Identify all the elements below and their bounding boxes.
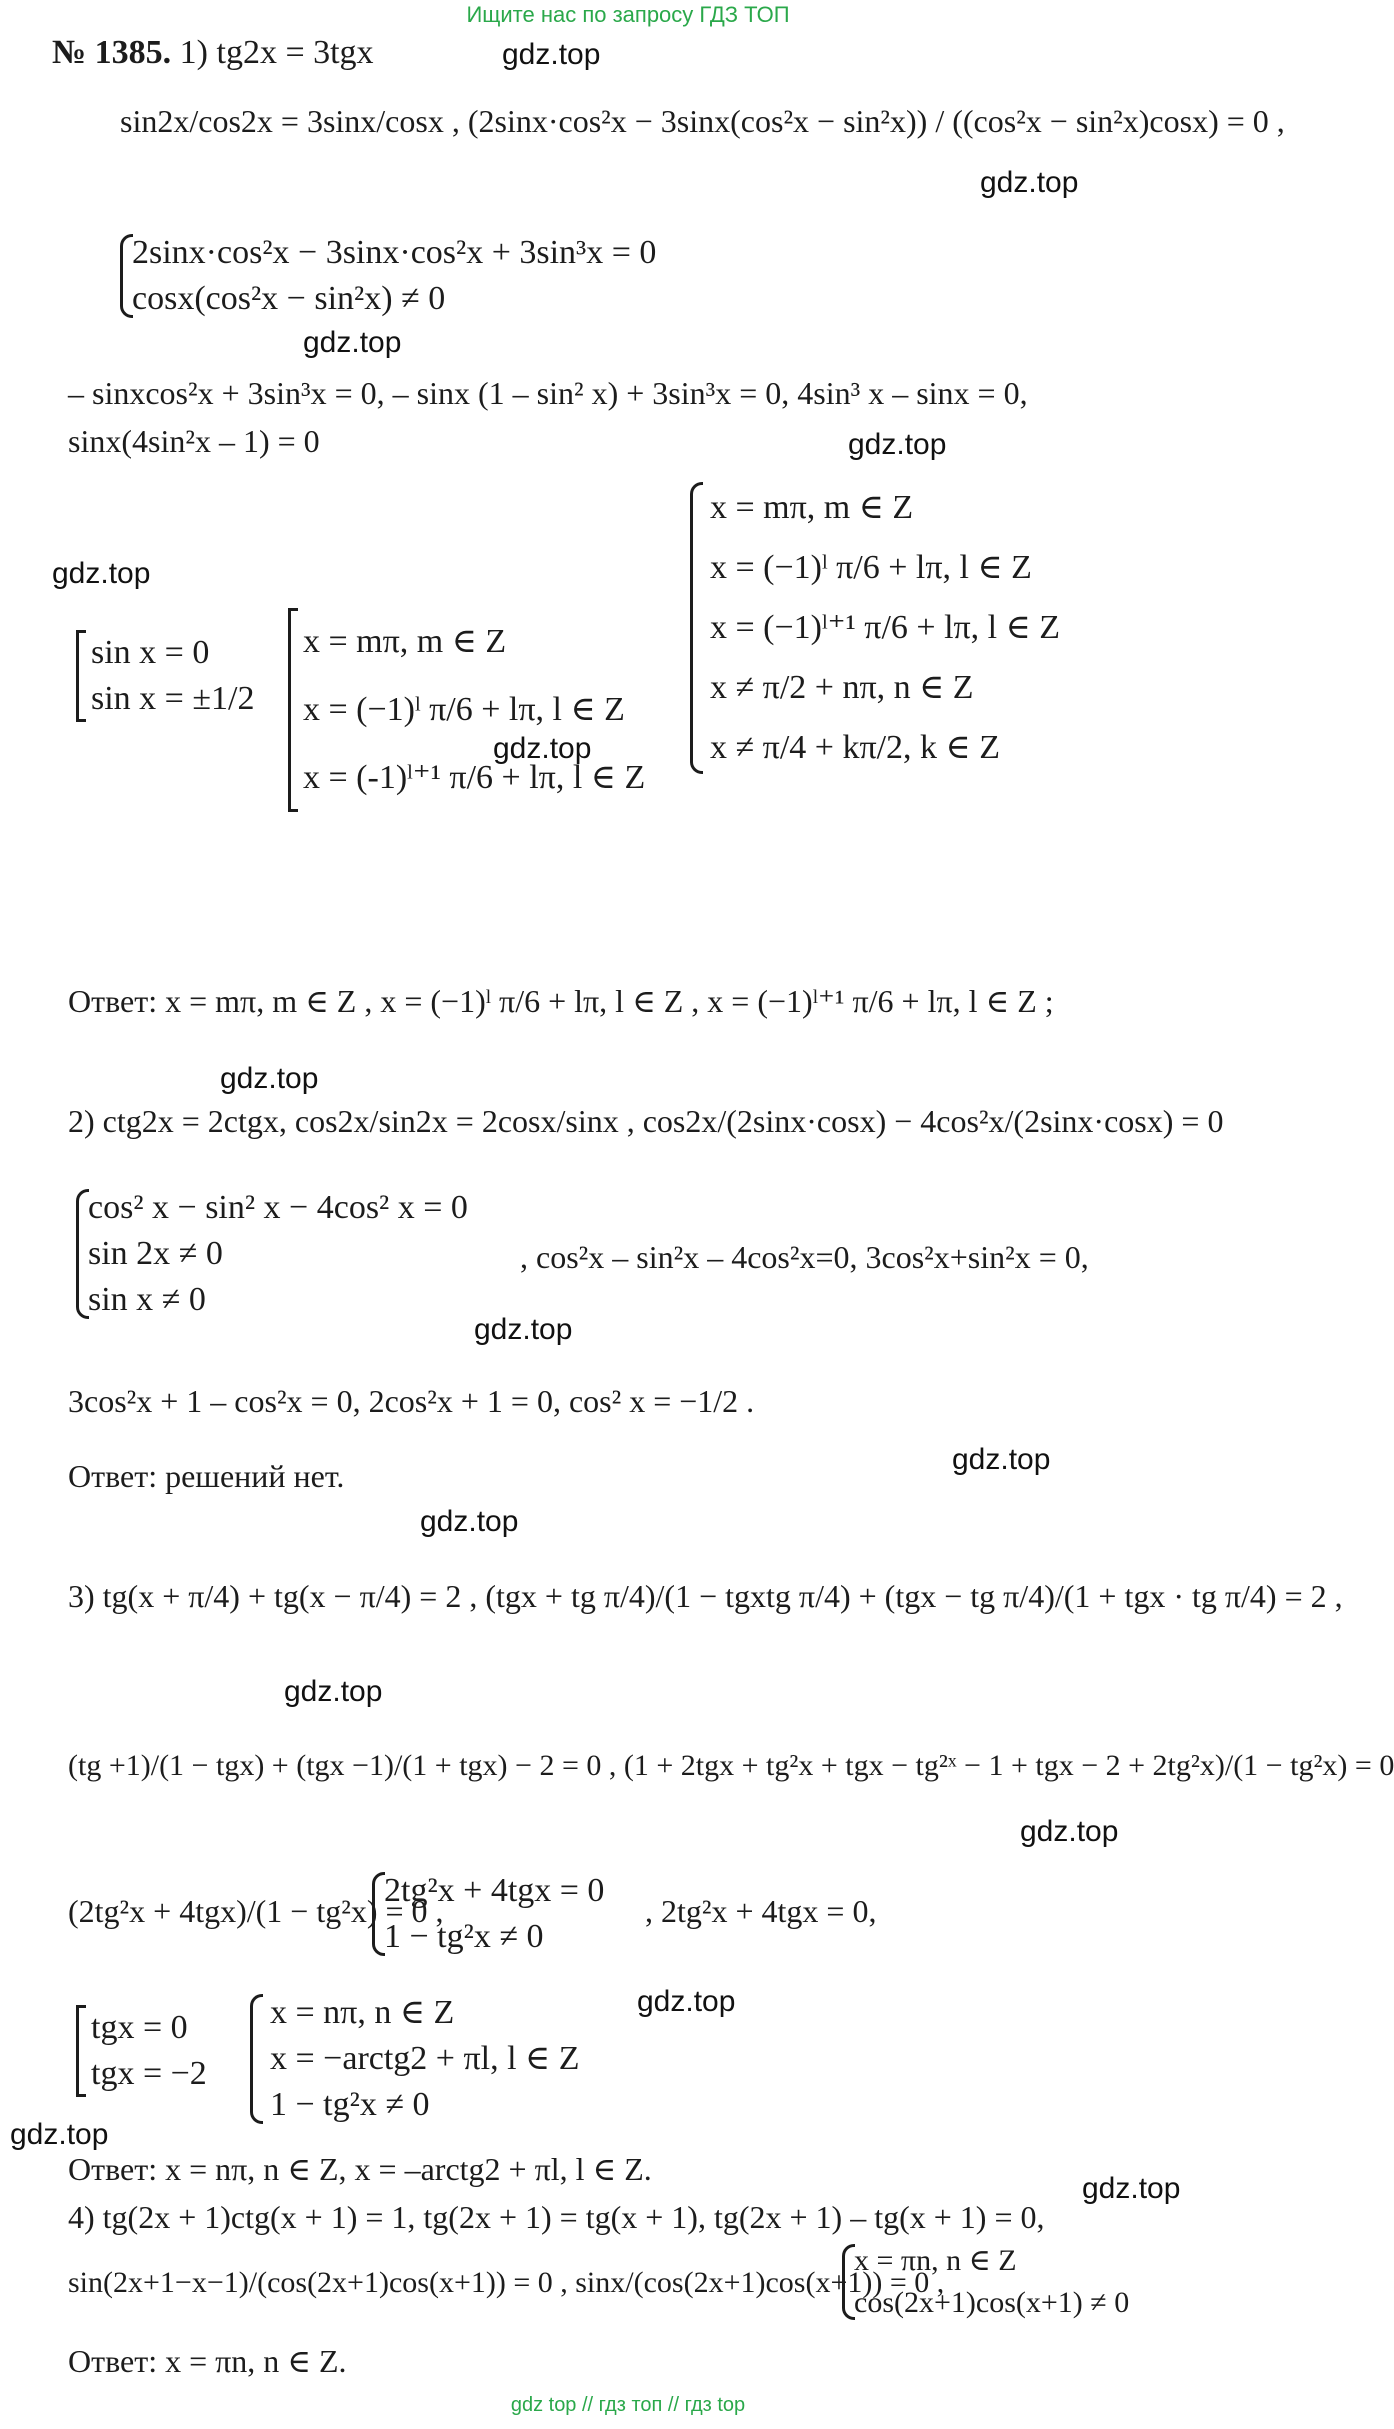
watermark-text: gdz.top — [637, 1985, 736, 2018]
p2-system-row: sin x ≠ 0 — [88, 1281, 206, 1318]
p3-solution: 1 − tg²x ≠ 0 — [270, 2086, 430, 2123]
p2-equation-line: 2) ctg2x = 2ctgx, cos2x/sin2x = 2cosx/sinx , cos2x/(2sinx·cosx) − 4cos²x/(2sinx·cosx) = 0 — [68, 1103, 1224, 1139]
p3-fraction-line: (2tg²x + 4tgx)/(1 − tg²x) = 0 , — [68, 1893, 444, 1929]
p1-cases — [76, 630, 254, 722]
footer-links: gdz top // гдз топ // гдз top — [510, 2394, 746, 2416]
watermark-text: gdz.top — [52, 557, 151, 590]
p4-answer: Ответ: x = πn, n ∈ Z. — [68, 2343, 347, 2379]
watermark-text: gdz.top — [502, 38, 601, 71]
watermark-text: gdz.top — [848, 428, 947, 461]
p4-system — [842, 2240, 1129, 2324]
p1-factored-line: sinx(4sin²x – 1) = 0 — [68, 423, 320, 459]
p1-system-1 — [120, 230, 656, 322]
p1-case: sin x = 0 — [91, 634, 210, 671]
p3-solutions — [250, 1990, 579, 2128]
p3-case: tgx = −2 — [91, 2055, 207, 2092]
watermark-text: gdz.top — [952, 1443, 1051, 1476]
p1-solution: x = (−1)ˡ π/6 + lπ, l ∈ Z — [303, 691, 625, 728]
watermark-text: gdz.top — [303, 326, 402, 359]
watermark-text: gdz.top — [220, 1062, 319, 1095]
p1-combined-row: x ≠ π/2 + nπ, n ∈ Z — [710, 669, 974, 706]
p1-system-row: 2sinx·cos²x − 3sinx·cos²x + 3sin³x = 0 — [132, 234, 657, 271]
p1-combined-system — [690, 478, 1060, 778]
problem-number: № 1385. — [52, 34, 172, 71]
watermark-text: gdz.top — [420, 1505, 519, 1538]
p4-system-row: x = πn, n ∈ Z — [854, 2244, 1017, 2277]
watermark-text: gdz.top — [493, 732, 592, 765]
p3-system-row: 1 − tg²x ≠ 0 — [384, 1918, 544, 1955]
watermark-text: gdz.top — [1082, 2172, 1181, 2205]
p3-case: tgx = 0 — [91, 2009, 188, 2046]
p1-solution: x = (-1)ˡ⁺¹ π/6 + lπ, l ∈ Z — [303, 759, 646, 796]
p2-system-row: cos² x − sin² x − 4cos² x = 0 — [88, 1189, 468, 1226]
p2-system-tail: , cos²x – sin²x – 4cos²x=0, 3cos²x+sin²x = 0, — [520, 1239, 1089, 1275]
p1-answer: Ответ: x = mπ, m ∈ Z , x = (−1)ˡ π/6 + lπ, l ∈ Z , x = (−1)ˡ⁺¹ π/6 + lπ, l ∈ Z ; — [68, 983, 1054, 1019]
problem-heading — [52, 32, 374, 74]
p3-system-row: 2tg²x + 4tgx = 0 — [384, 1872, 605, 1909]
p3-solution: x = −arctg2 + πl, l ∈ Z — [270, 2040, 580, 2077]
watermark-text: gdz.top — [1020, 1815, 1119, 1848]
watermark-text: gdz.top — [10, 2118, 109, 2151]
p2-system — [76, 1185, 468, 1323]
p1-derivation-line: – sinxcos²x + 3sin³x = 0, – sinx (1 – sin² x) + 3sin³x = 0, 4sin³ x – sinx = 0, — [68, 375, 1028, 411]
p1-combined-row: x ≠ π/4 + kπ/2, k ∈ Z — [710, 729, 1000, 766]
p4-system-row: cos(2x+1)cos(x+1) ≠ 0 — [854, 2286, 1130, 2319]
p1-solution: x = mπ, m ∈ Z — [303, 623, 507, 660]
p1-combined-row: x = (−1)ˡ⁺¹ π/6 + lπ, l ∈ Z — [710, 609, 1061, 646]
p3-cases — [76, 2005, 207, 2097]
p2-answer: Ответ: решений нет. — [68, 1458, 345, 1494]
top-banner: Ищите нас по запросу ГДЗ ТОП — [466, 2, 790, 27]
watermark-text: gdz.top — [474, 1313, 573, 1346]
p1-combined-row: x = (−1)ˡ π/6 + lπ, l ∈ Z — [710, 549, 1032, 586]
p1-equation-line: sin2x/cos2x = 3sinx/cosx , (2sinx·cos²x − 3sinx(cos²x − sin²x)) / ((cos²x − sin²x)cosx) = 0 , — [120, 103, 1285, 139]
p1-solutions — [288, 608, 645, 812]
watermark-text: gdz.top — [980, 166, 1079, 199]
p3-equation-line: 3) tg(x + π/4) + tg(x − π/4) = 2 , (tgx + tg π/4)/(1 − tgxtg π/4) + (tgx − tg π/4)/(1 + tgx · tg π/4) = 2 , — [68, 1578, 1343, 1614]
p1-system-row: cosx(cos²x − sin²x) ≠ 0 — [132, 280, 446, 317]
p3-system — [372, 1868, 604, 1960]
p3-answer: Ответ: x = nπ, n ∈ Z, x = –arctg2 + πl, l ∈ Z. — [68, 2151, 652, 2187]
watermark-text: gdz.top — [284, 1675, 383, 1708]
p1-case: sin x = ±1/2 — [91, 680, 255, 717]
p3-system-tail: , 2tg²x + 4tgx = 0, — [645, 1893, 877, 1929]
p3-derivation-line: (tg +1)/(1 − tgx) + (tgx −1)/(1 + tgx) − 2 = 0 , (1 + 2tgx + tg²x + tgx − tg²ˣ − 1 + tgx − 2 + 2tg²x)/(1 − tg²x) = 0 — [68, 1749, 1394, 1782]
p1-title: 1) tg2x = 3tgx — [179, 34, 374, 71]
p3-solution: x = nπ, n ∈ Z — [270, 1994, 455, 2031]
p4-fraction-line: sin(2x+1−x−1)/(cos(2x+1)cos(x+1)) = 0 , sinx/(cos(2x+1)cos(x+1)) = 0 , — [68, 2266, 945, 2299]
p2-derivation-line: 3cos²x + 1 – cos²x = 0, 2cos²x + 1 = 0, cos² x = −1/2 . — [68, 1383, 755, 1419]
p2-system-row: sin 2x ≠ 0 — [88, 1235, 223, 1272]
p1-combined-row: x = mπ, m ∈ Z — [710, 489, 914, 526]
p4-equation-line: 4) tg(2x + 1)ctg(x + 1) = 1, tg(2x + 1) = tg(x + 1), tg(2x + 1) – tg(x + 1) = 0, — [68, 2199, 1045, 2235]
